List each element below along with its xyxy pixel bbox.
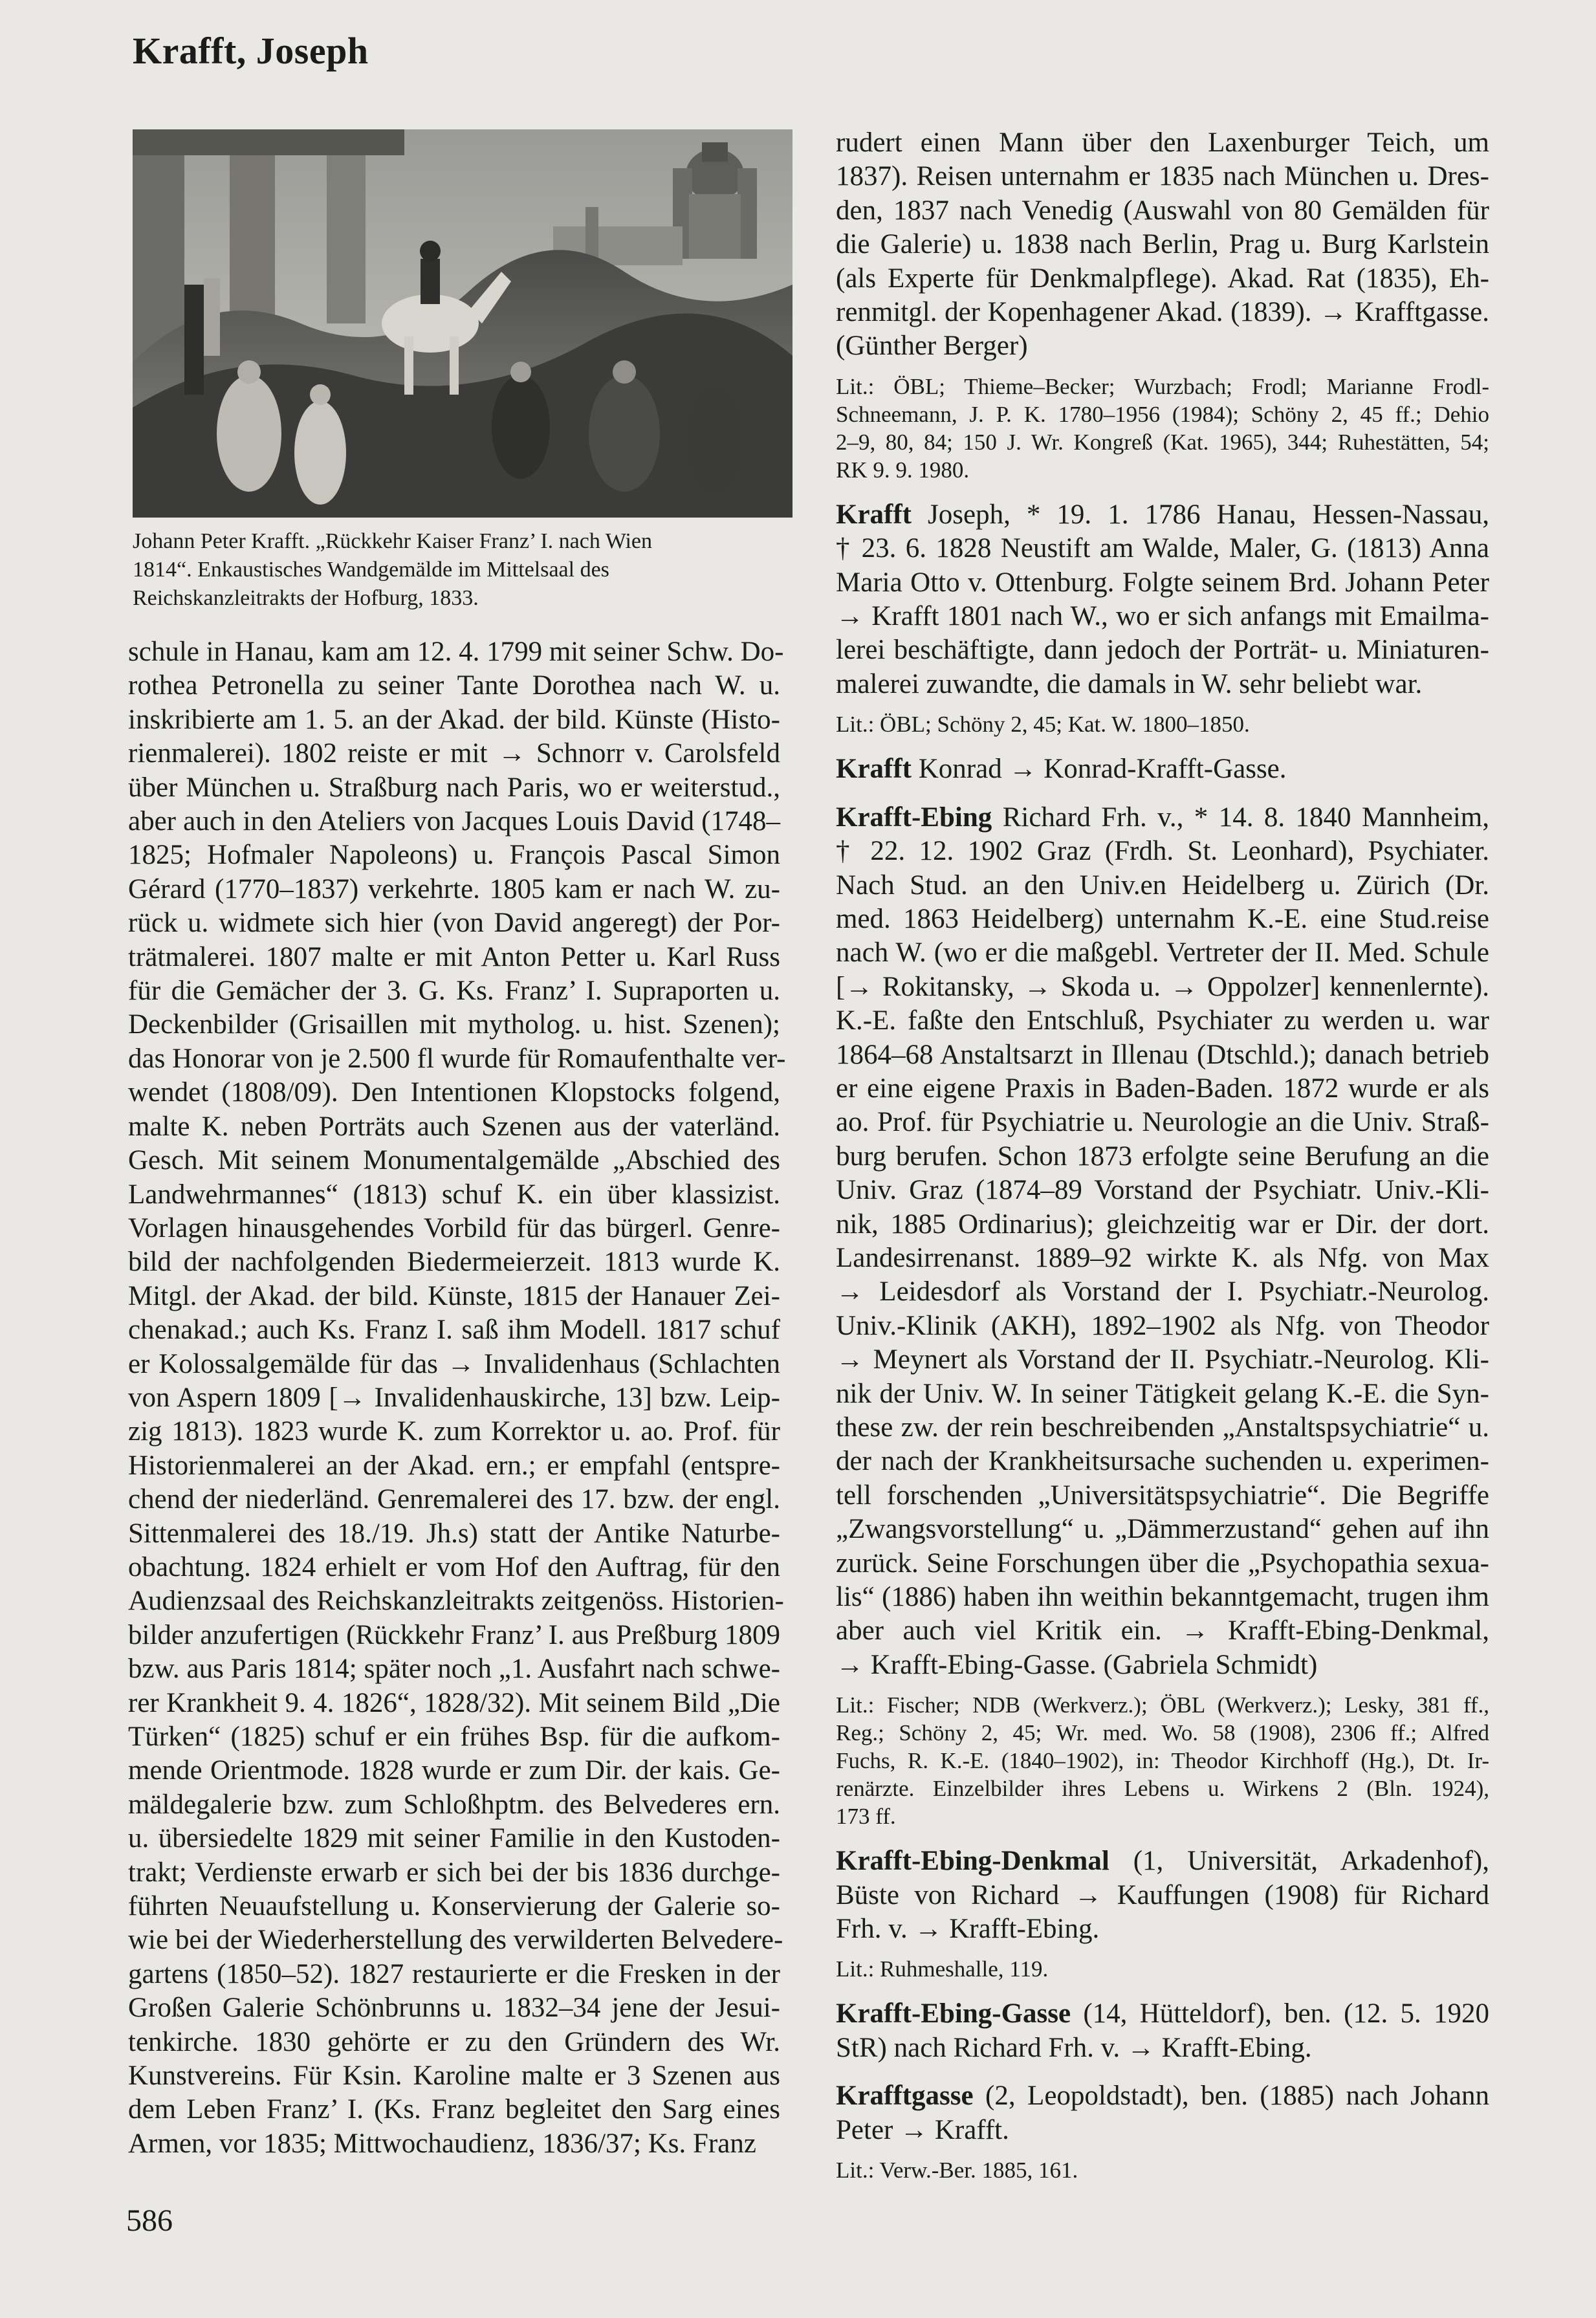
- literature-line: Lit.: Verw.-Ber. 1885, 161.: [836, 2158, 1078, 2183]
- literature-line: Schneemann, J. P. K. 1780–1956 (1984); Schöny 2, 45 ff.; Dehio: [836, 401, 1489, 427]
- entry-headword: Krafft-Ebing-Gasse: [836, 1998, 1071, 2029]
- text-line: er eine eigene Praxis in Baden-Baden. 1872 wurde er als: [836, 1073, 1489, 1104]
- text-line: zurück. Seine Forschungen über die „Psychopathia sexua-: [836, 1547, 1489, 1579]
- text-line: Deckenbilder (Grisaillen mit mytholog. u. hist. Szenen);: [128, 1009, 780, 1040]
- text-line: malte K. neben Porträts auch Szenen aus der vaterländ.: [128, 1111, 780, 1142]
- entry-headword: Krafft-Ebing-Denkmal: [836, 1846, 1110, 1877]
- text-line: 1825; Hofmaler Napoleons) u. François Pascal Simon: [128, 840, 780, 871]
- text-line: these zw. der rein beschreibenden „Anstaltspsychiatrie“ u.: [836, 1412, 1489, 1443]
- text-line: tenkirche. 1830 gehörte er zu den Gründern des Wr.: [128, 2026, 780, 2057]
- text-line: → Leidesdorf als Vorstand der I. Psychiatr.-Neurolog.: [836, 1276, 1489, 1307]
- text-line: Univ. Graz (1874–89 Vorstand der Psychiatr. Univ.-Kli-: [836, 1175, 1489, 1206]
- text-line: malerei zuwandte, die damals in W. sehr beliebt war.: [836, 668, 1423, 699]
- entry-headword: Krafftgasse: [836, 2081, 974, 2112]
- text-line: rück u. widmete sich hier (von David angeregt) der Por-: [128, 908, 780, 939]
- text-line: rienmalerei). 1802 reiste er mit → Schnorr v. Carolsfeld: [128, 738, 780, 769]
- entry-headword: Krafft-Ebing: [836, 802, 992, 833]
- literature-line: Lit.: ÖBL; Schöny 2, 45; Kat. W. 1800–1850.: [836, 712, 1250, 738]
- text-line: StR) nach Richard Frh. v. → Krafft-Ebing.: [836, 2032, 1312, 2063]
- text-line: K.-E. faßte den Entschluß, Psychiater zu werden u. war: [836, 1005, 1489, 1036]
- text-line: Maria Otto v. Ottenburg. Folgte seinem Brd. Johann Peter: [836, 567, 1489, 598]
- text-line: Historienmalerei an der Akad. ern.; er empfahl (entspre-: [128, 1450, 780, 1481]
- text-line: Peter → Krafft.: [836, 2114, 1009, 2145]
- text-line: schule in Hanau, kam am 12. 4. 1799 mit seiner Schw. Do-: [128, 637, 784, 667]
- literature-line: Lit.: ÖBL; Thieme–Becker; Wurzbach; Frodl; Marianne Frodl-: [836, 373, 1489, 399]
- text-line: (Günther Berger): [836, 331, 1028, 362]
- text-line: zig 1813). 1823 wurde K. zum Korrektor u. ao. Prof. für: [128, 1416, 780, 1447]
- text-line: rer Krankheit 9. 4. 1826“, 1828/32). Mit seinem Bild „Die: [128, 1687, 780, 1718]
- literature-line: Lit.: Fischer; NDB (Werkverz.); ÖBL (Werkverz.); Lesky, 381 ff.,: [836, 1692, 1489, 1718]
- text-line: trätmalerei. 1807 malte er mit Anton Petter u. Karl Russ: [128, 941, 780, 972]
- text-line: aber auch viel Kritik ein. → Krafft-Ebing-Denkmal,: [836, 1615, 1489, 1646]
- figure-caption: [133, 527, 799, 613]
- entry-krafft-ebing: Krafft-Ebing Richard Frh. v., * 14. 8. 1840 Mannheim, † 22. 12. 1902 Graz (Frdh. St. Leonhard), Psychiater. Nach Stud. an den Univ.en Heidelberg u. Zürich (Dr. med. 1863 Heidelberg) unternahm K.-E. eine Stud.reise nach W. (wo er die maßgebl. Vertreter der II. Med. Schule [→ Rokitansky, → Skoda u. → Oppolzer] kennenlernte). K.-E. faßte den Entschluß, Psychiater zu werden u. war 1864–68 Anstaltsarzt in Illenau (Dtschld.); danach betrieb er eine eigene Praxis in Baden-Baden. 1872 wurde er als ao. Prof. für Psychiatrie u. Neurologie an die Univ. Straß- burg berufen. Schon 1873 erfolgte seine Berufung an die Univ. Graz (1874–89 Vorstand der Psychiatr. Univ.-Kli- nik, 1885 Ordinarius); gleichzeitig war er Dir. der dort. Landesirrenanst. 1889–92 wirkte K. als Nfg. von Max → Leidesdorf als Vorstand der I. Psychiatr.-Neurolog. Univ.-Klinik (AKH), 1892–1902 als Nfg. von Theodor → Meynert als Vorstand der II. Psychiatr.-Neurolog. Kli- nik der Univ. W. In seiner Tätigkeit gelang K.-E. die Syn- these zw. der rein beschreibenden „Anstaltspsychiatrie“ u. der nach der Krankheitsursache suchenden u. experimen- tell forschenden „Universitätspsychiatrie“. Die Begriffe „Zwangsvorstellung“ u. „Dämmerzustand“ gehen auf ihn zurück. Seine Forschungen über die „Psychopathia sexua- lis“ (1886) haben ihn weithin bekanntgemacht, trugen ihm aber auch viel Kritik ein. → Krafft-Ebing-Denkmal, → Krafft-Ebing-Gasse. (Gabriela Schmidt) Lit.: Fischer; NDB (Werkverz.); ÖBL (Werkverz.); Lesky, 381 ff., Reg.; Schöny 2, 45; Wr. med. Wo. 58 (1908), 2306 ff.; Alfred Fuchs, R. K.-E. (1840–1902), in: Theodor Kirchhoff (Hg.), Dt. Ir- renärzte. Einzelbilder ihres Lebens u. Wirkens 2 (Bln. 1924), 173 ff.: [836, 802, 1489, 1830]
- text-line: Türken“ (1825) schuf er ein frühes Bsp. für die aufkom-: [128, 1722, 780, 1752]
- page-number: 586: [126, 2203, 173, 2238]
- text-line: Landesirrenanst. 1889–92 wirkte K. als Nfg. von Max: [836, 1242, 1489, 1273]
- text-line: dem Leben Franz’ I. (Ks. Franz begleitet den Sarg eines: [128, 2094, 780, 2125]
- text-line: Büste von Richard → Kauffungen (1908) für Richard: [836, 1879, 1489, 1910]
- right-column: [836, 126, 1489, 2184]
- text-line: [→ Rokitansky, → Skoda u. → Oppolzer] kennenlernte).: [836, 971, 1489, 1002]
- text-line: inskribierte am 1. 5. an der Akad. der bild. Künste (Histo-: [128, 704, 780, 735]
- text-line: der nach der Krankheitsursache suchenden u. experimen-: [836, 1446, 1489, 1477]
- text-line: 1837). Reisen unternahm er 1835 nach München u. Dres-: [836, 161, 1489, 192]
- text-line: Vorlagen hinausgehendes Vorbild für das bürgerl. Genre-: [128, 1212, 780, 1243]
- entry-krafft-ebing-gasse: Krafft-Ebing-Gasse (14, Hütteldorf), ben. (12. 5. 1920 StR) nach Richard Frh. v. → Krafft-Ebing.: [836, 1997, 1489, 2065]
- text-line: die Galerie) u. 1838 nach Berlin, Prag u. Burg Karlstein: [836, 229, 1489, 260]
- literature-line: renärzte. Einzelbilder ihres Lebens u. Wirkens 2 (Bln. 1924),: [836, 1776, 1489, 1802]
- text-line: → Meynert als Vorstand der II. Psychiatr.-Neurolog. Kli-: [836, 1344, 1489, 1375]
- text-line: bild der nachfolgenden Biedermeierzeit. 1813 wurde K.: [128, 1247, 780, 1278]
- text-line: wie bei der Wiederherstellung des verwilderten Belvedere-: [128, 1925, 783, 1956]
- entry-krafft-ebing-denkmal: Krafft-Ebing-Denkmal (1, Universität, Arkadenhof), Büste von Richard → Kauffungen (1908) für Richard Frh. v. → Krafft-Ebing. Lit.: Ruhmeshalle, 119.: [836, 1846, 1489, 1982]
- text-line: aber auch in den Ateliers von Jacques Louis David (1748–: [128, 806, 780, 837]
- text-line: trakt; Verdienste erwarb er sich bei der bis 1836 durchge-: [128, 1857, 780, 1888]
- entry-krafftgasse: Krafftgasse (2, Leopoldstadt), ben. (1885) nach Johann Peter → Krafft. Lit.: Verw.-Ber. 1885, 161.: [836, 2081, 1489, 2183]
- text-line: chend der niederländ. Genremalerei des 17. bzw. der engl.: [128, 1484, 780, 1515]
- text-line: † 23. 6. 1828 Neustift am Walde, Maler, G. (1813) Anna: [836, 533, 1489, 564]
- text-line: med. 1863 Heidelberg) unternahm K.-E. eine Stud.reise: [836, 903, 1489, 934]
- text-line: tell forschenden „Universitätspsychiatrie“. Die Begriffe: [836, 1480, 1489, 1511]
- text-line: ao. Prof. für Psychiatrie u. Neurologie an die Univ. Straß-: [836, 1107, 1489, 1138]
- text-line: chenakad.; auch Ks. Franz I. saß ihm Modell. 1817 schuf: [128, 1315, 780, 1346]
- entry-headword: Krafft: [836, 499, 912, 530]
- text-line: Sittenmalerei des 18./19. Jh.s) statt der Antike Naturbe-: [128, 1518, 780, 1549]
- intro-text: [836, 126, 1489, 364]
- text-line: über München u. Straßburg nach Paris, wo er weiterstud.,: [128, 772, 780, 803]
- text-line: Nach Stud. an den Univ.en Heidelberg u. Zürich (Dr.: [836, 869, 1489, 901]
- text-line: Großen Galerie Schönbrunns u. 1832–34 jene der Jesui-: [128, 1993, 780, 2024]
- text-line: Kunstvereins. Für Ksin. Karoline malte er 3 Szenen aus: [128, 2061, 780, 2092]
- text-line: das Honorar von je 2.500 fl wurde für Romaufenthalte ver-: [128, 1043, 786, 1074]
- entry-krafft-konrad: Krafft Konrad → Konrad-Krafft-Gasse.: [836, 754, 1287, 785]
- text-line: obachtung. 1824 erhielt er vom Hof den Auftrag, für den: [128, 1551, 780, 1582]
- left-column: [128, 635, 786, 2161]
- text-line: rothea Petronella zu seiner Tante Dorothea nach W. u.: [128, 670, 780, 701]
- literature-line: 2–9, 80, 84; 150 J. Wr. Kongreß (Kat. 1965), 344; Ruhestätten, 54;: [836, 429, 1489, 455]
- text-line: er Kolossalgemälde für das → Invalidenhaus (Schlachten: [128, 1348, 780, 1379]
- text-line: → Krafft-Ebing-Gasse. (Gabriela Schmidt): [836, 1649, 1318, 1680]
- text-line: Mitgl. der Akad. der bild. Künste, 1815 der Hanauer Zei-: [128, 1280, 780, 1311]
- text-line: nik der Univ. W. In seiner Tätigkeit gelang K.-E. die Syn-: [836, 1378, 1489, 1409]
- caption-line: Reichskanzleitrakts der Hofburg, 1833.: [133, 586, 479, 610]
- text-line: 1864–68 Anstaltsarzt in Illenau (Dtschld.); danach betrieb: [836, 1039, 1489, 1070]
- literature-krafft-johann-peter: [836, 373, 1489, 484]
- literature-line: Fuchs, R. K.-E. (1840–1902), in: Theodor Kirchhoff (Hg.), Dt. Ir-: [836, 1748, 1489, 1774]
- text-line: lerei beschäftigte, dann jedoch der Porträt- u. Miniaturen-: [836, 635, 1489, 666]
- text-line: Audienzsaal des Reichskanzleitrakts zeitgenöss. Historien-: [128, 1586, 784, 1617]
- text-line: Frh. v. → Krafft-Ebing.: [836, 1914, 1100, 1945]
- text-line: Gesch. Mit seinem Monumentalgemälde „Abschied des: [128, 1145, 780, 1176]
- text-line: lis“ (1886) haben ihn weithin bekanntgemacht, trugen ihm: [836, 1582, 1489, 1613]
- text-line: gartens (1850–52). 1827 restaurierte er die Fresken in der: [128, 1958, 780, 1989]
- painting-illustration: [133, 129, 793, 518]
- text-line: u. übersiedelte 1829 mit seiner Familie in den Kustoden-: [128, 1823, 780, 1854]
- text-line: → Krafft 1801 nach W., wo er sich anfangs mit Emailma-: [836, 601, 1489, 632]
- text-line: für die Gemächer der 3. G. Ks. Franz’ I. Supraporten u.: [128, 976, 780, 1007]
- text-line: bilder anzufertigen (Rückkehr Franz’ I. aus Preßburg 1809: [128, 1619, 780, 1650]
- text-line: mäldegalerie bzw. zum Schloßhptm. des Belvederes ern.: [128, 1789, 780, 1820]
- text-line: mende Orientmode. 1828 wurde er zum Dir. der kais. Ge-: [128, 1755, 780, 1786]
- text-line: „Zwangsvorstellung“ u. „Dämmerzustand“ gehen auf ihn: [836, 1514, 1489, 1545]
- text-line: † 22. 12. 1902 Graz (Frdh. St. Leonhard), Psychiater.: [836, 836, 1489, 867]
- text-line: führten Neuaufstellung u. Konservierung der Galerie so-: [128, 1891, 780, 1922]
- text-line: Landwehrmannes“ (1813) schuf K. ein über klassizist.: [128, 1179, 780, 1210]
- text-line: nach W. (wo er die maßgebl. Vertreter der II. Med. Schule: [836, 937, 1489, 968]
- text-line: den, 1837 nach Venedig (Auswahl von 80 Gemälden für: [836, 195, 1489, 226]
- text-line: (als Experte für Denkmalpflege). Akad. Rat (1835), Eh-: [836, 263, 1489, 294]
- page-title: Krafft, Joseph: [133, 30, 369, 72]
- entry-krafft-joseph: Krafft Joseph, * 19. 1. 1786 Hanau, Hessen-Nassau, † 23. 6. 1828 Neustift am Walde, Maler, G. (1813) Anna Maria Otto v. Ottenburg. Folgte seinem Brd. Johann Peter → Krafft 1801 nach W., wo er sich anfangs mit Emailma- lerei beschäftigte, dann jedoch der Porträt- u. Miniaturen- malerei zuwandte, die damals in W. sehr beliebt war. Lit.: ÖBL; Schöny 2, 45; Kat. W. 1800–1850.: [836, 499, 1489, 738]
- text-line: nik, 1885 Ordinarius); gleichzeitig war er Dir. der dort.: [836, 1208, 1489, 1240]
- text-line: Gérard (1770–1837) verkehrte. 1805 kam er nach W. zu-: [128, 873, 780, 904]
- text-line: renmitgl. der Kopenhagener Akad. (1839). → Krafftgasse.: [836, 297, 1489, 328]
- text-line: burg berufen. Schon 1873 erfolgte seine Berufung an die: [836, 1141, 1489, 1172]
- text-line: Univ.-Klinik (AKH), 1892–1902 als Nfg. von Theodor: [836, 1310, 1489, 1341]
- text-line: wendet (1808/09). Den Intentionen Klopstocks folgend,: [128, 1077, 780, 1108]
- text-line: von Aspern 1809 [→ Invalidenhauskirche, 13] bzw. Leip-: [128, 1382, 780, 1413]
- text-line: bzw. aus Paris 1814; später noch „1. Ausfahrt nach schwe-: [128, 1654, 780, 1685]
- text-line: Armen, vor 1835; Mittwochaudienz, 1836/37; Ks. Franz: [128, 2128, 756, 2159]
- entry-headword: Krafft: [836, 754, 912, 785]
- caption-line: Johann Peter Krafft. „Rückkehr Kaiser Franz’ I. nach Wien: [133, 529, 653, 553]
- literature-line: 173 ff.: [836, 1804, 896, 1830]
- text-line: rudert einen Mann über den Laxenburger Teich, um: [836, 127, 1489, 158]
- literature-line: Lit.: Ruhmeshalle, 119.: [836, 1956, 1049, 1982]
- literature-line: Reg.; Schöny 2, 45; Wr. med. Wo. 58 (1908), 2306 ff.; Alfred: [836, 1720, 1489, 1746]
- caption-line: 1814“. Enkaustisches Wandgemälde im Mittelsaal des: [133, 558, 609, 582]
- literature-line: RK 9. 9. 1980.: [836, 457, 970, 483]
